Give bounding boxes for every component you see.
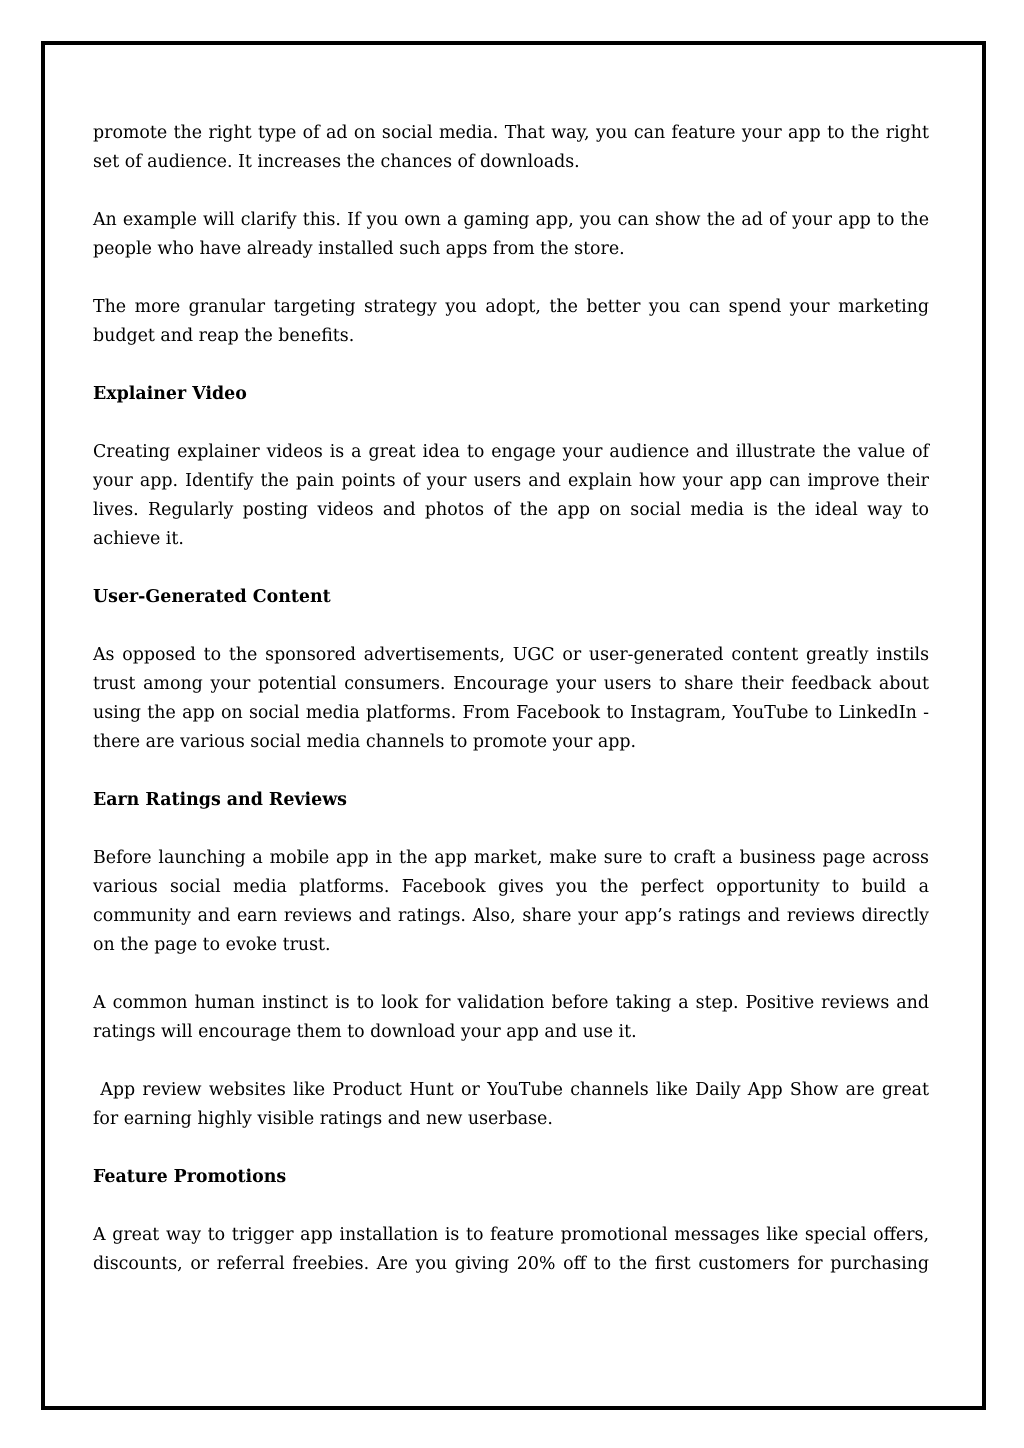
para-granular-targeting: The more granular targeting strategy you adopt, the better you can spend your marketing budget and reap the benefits. [93,297,929,346]
para-human-instinct: A common human instinct is to look for validation before taking a step. Positive reviews and ratings will encourage them to download your app and use it. [93,993,929,1042]
para-explainer-video: Creating explainer videos is a great idea to engage your audience and illustrate the value of your app. Identify the pain points of your users and explain how your app can improve their lives. Regularly posting videos and photos of the app on social media is the ideal way to achieve it. [93,442,929,549]
para-user-generated-content: As opposed to the sponsored advertisements, UGC or user-generated content greatly instils trust among your potential consumers. Encourage your users to share their feedback about using the app on social media platforms. From Facebook to Instagram, YouTube to LinkedIn - there are various social media channels to promote your app. [93,645,929,752]
heading-earn-ratings-reviews: Earn Ratings and Reviews [93,790,347,810]
para-business-page: Before launching a mobile app in the app market, make sure to craft a business page across various social media platforms. Facebook gives you the perfect opportunity to build a community and earn reviews and ratings. Also, share your app’s ratings and reviews directly on the page to evoke trust. [93,848,929,955]
heading-explainer-video: Explainer Video [93,384,247,404]
para-review-websites: App review websites like Product Hunt or YouTube channels like Daily App Show are great for earning highly visible ratings and new userbase. [93,1080,935,1129]
heading-feature-promotions: Feature Promotions [93,1167,287,1187]
document-body [93,119,935,1308]
heading-user-generated-content: User-Generated Content [93,587,331,607]
para-audience-targeting: promote the right type of ad on social media. That way, you can feature your app to the right set of audience. It increases the chances of downloads. [93,123,929,172]
para-gaming-example: An example will clarify this. If you own a gaming app, you can show the ad of your app to the people who have already installed such apps from the store. [93,210,929,259]
para-feature-promotions: A great way to trigger app installation is to feature promotional messages like special offers, discounts, or referral freebies. Are you giving 20% off to the first customers for purchasing [93,1225,929,1274]
